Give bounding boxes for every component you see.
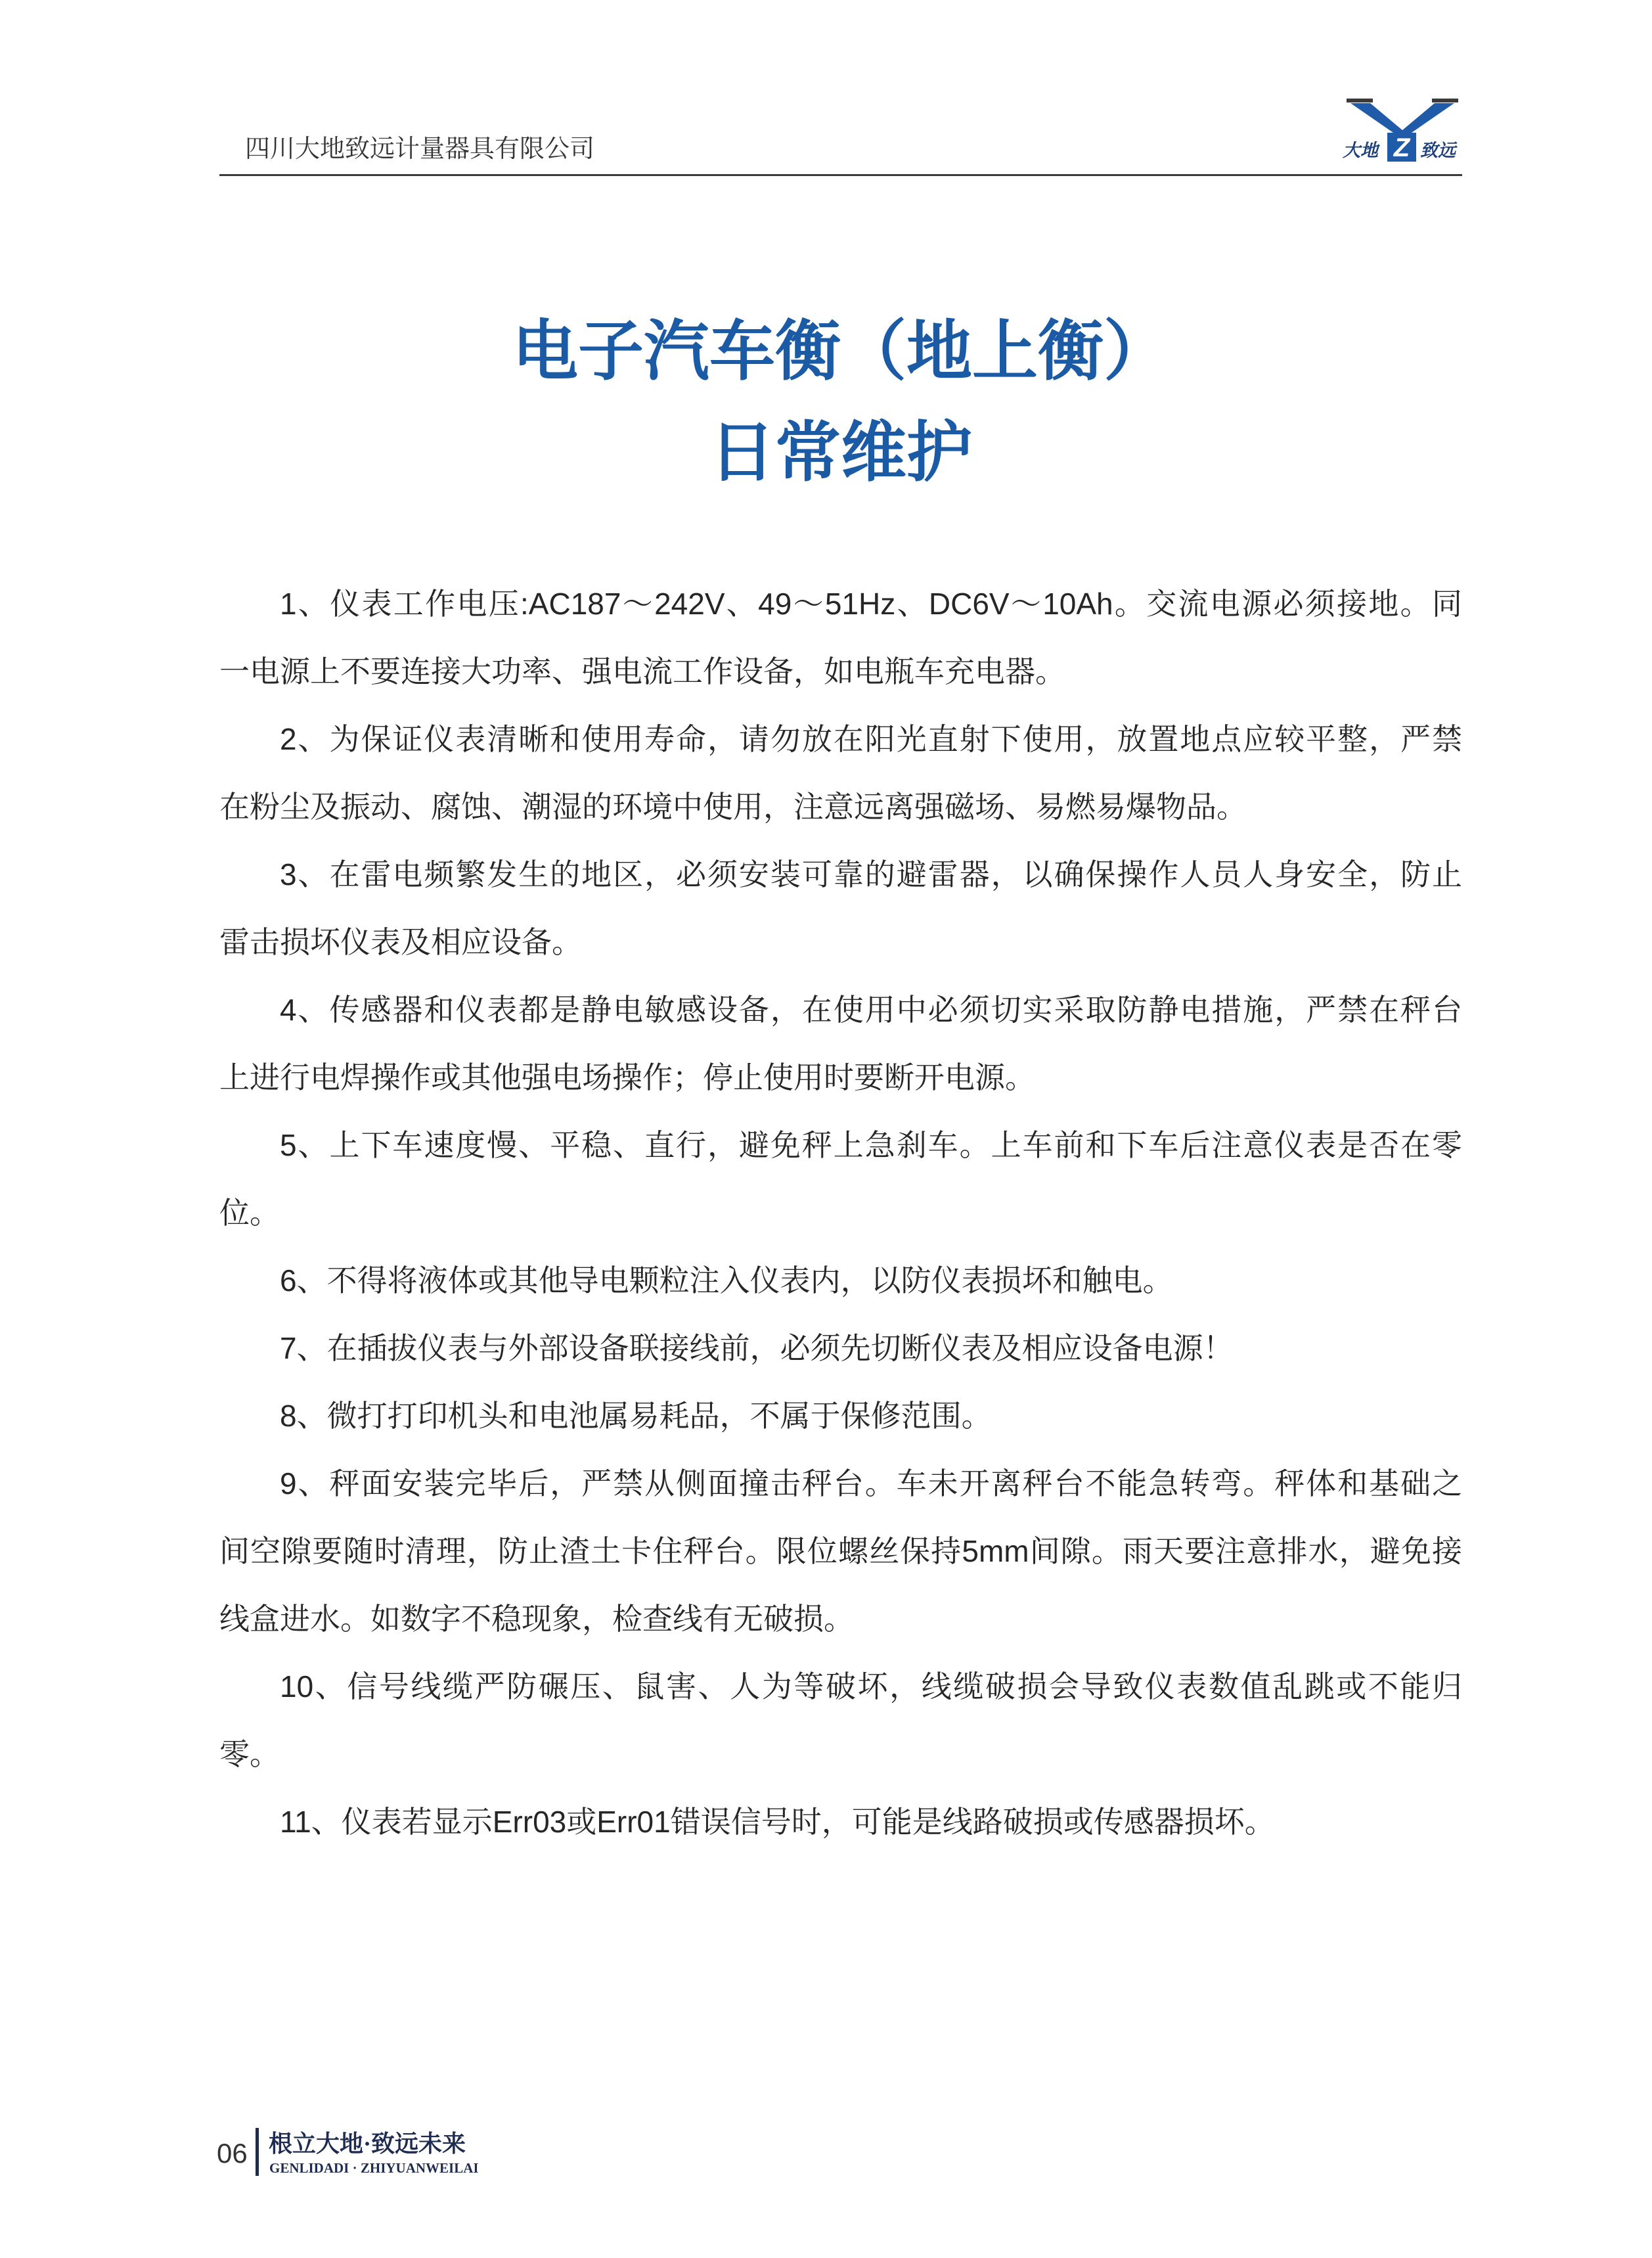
- paragraph-line: 在粉尘及振动、腐蚀、潮湿的环境中使用，注意远离强磁场、易燃易爆物品。: [219, 790, 1247, 824]
- document-title: [219, 301, 1462, 503]
- logo-mark-letter: Z: [1393, 133, 1410, 162]
- footer-slogan-pinyin: GENLIDADI · ZHIYUANWEILAI: [269, 2160, 479, 2176]
- paragraph-line: 10、信号线缆严防碾压、鼠害、人为等破坏，线缆破损会导致仪表数值乱跳或不能归: [280, 1669, 1462, 1704]
- title-line-1: 电子汽车衡（地上衡）: [512, 315, 1169, 388]
- footer-slogan: 根立大地·致远未来: [269, 2131, 466, 2157]
- maintenance-item-4: [219, 976, 1462, 1112]
- logo-left-arm: [1351, 103, 1407, 134]
- paragraph-line: 零。: [219, 1737, 280, 1771]
- paragraph-line: 4、传感器和仪表都是静电敏感设备，在使用中必须切实采取防静电措施，严禁在秤台: [280, 993, 1462, 1027]
- maintenance-item-1: [219, 570, 1462, 706]
- logo-right-text: 致远: [1420, 141, 1456, 160]
- company-name: 四川大地致远计量器具有限公司: [245, 135, 595, 163]
- paragraph-line: 9、秤面安装完毕后，严禁从侧面撞击秤台。车未开离秤台不能急转弯。秤体和基础之: [280, 1466, 1462, 1501]
- page-number: 06: [217, 2138, 248, 2169]
- paragraph-line: 11、仪表若显示Err03或Err01错误信号时，可能是线路破损或传感器损坏。: [280, 1805, 1275, 1839]
- company-logo: [1341, 99, 1463, 164]
- paragraph-line: 7、在插拔仪表与外部设备联接线前，必须先切断仪表及相应设备电源！: [280, 1331, 1234, 1365]
- maintenance-item-11: [219, 1788, 1462, 1856]
- paragraph-line: 雷击损坏仪表及相应设备。: [219, 925, 582, 959]
- paragraph-line: 线盒进水。如数字不稳现象，检查线有无破损。: [219, 1602, 854, 1636]
- header-divider: [219, 174, 1462, 176]
- logo-left-text: 大地: [1343, 141, 1378, 160]
- logo-emblem: [1341, 99, 1463, 164]
- maintenance-item-9: [219, 1450, 1462, 1653]
- logo-right-arm: [1398, 103, 1454, 134]
- logo-right-cap: [1432, 99, 1458, 102]
- paragraph-line: 上进行电焊操作或其他强电场操作；停止使用时要断开电源。: [219, 1060, 1035, 1095]
- paragraph-line: 2、为保证仪表清晰和使用寿命，请勿放在阳光直射下使用，放置地点应较平整，严禁: [280, 722, 1462, 756]
- title-line-2: 日常维护: [709, 416, 972, 489]
- paragraph-line: 1、仪表工作电压:AC187～242V、49～51Hz、DC6V～10Ah。交流电源必须接地。同: [280, 587, 1462, 621]
- paragraph-line: 5、上下车速度慢、平稳、直行，避免秤上急刹车。上车前和下车后注意仪表是否在零: [280, 1128, 1462, 1162]
- maintenance-item-2: [219, 706, 1462, 841]
- maintenance-item-3: [219, 841, 1462, 976]
- footer-divider-bar: [256, 2128, 259, 2176]
- paragraph-line: 一电源上不要连接大功率、强电流工作设备，如电瓶车充电器。: [219, 654, 1065, 689]
- maintenance-item-5: [219, 1112, 1462, 1247]
- paragraph-line: 位。: [219, 1196, 280, 1230]
- maintenance-item-8: [219, 1382, 1462, 1450]
- maintenance-item-6: [219, 1247, 1462, 1315]
- maintenance-list: [219, 570, 1462, 1856]
- maintenance-item-10: [219, 1653, 1462, 1788]
- logo-left-cap: [1347, 99, 1373, 102]
- paragraph-line: 8、微打打印机头和电池属易耗品，不属于保修范围。: [280, 1399, 992, 1433]
- paragraph-line: 6、不得将液体或其他导电颗粒注入仪表内，以防仪表损坏和触电。: [280, 1263, 1173, 1298]
- paragraph-line: 间空隙要随时清理，防止渣土卡住秤台。限位螺丝保持5mm间隙。雨天要注意排水，避免接: [219, 1534, 1462, 1568]
- maintenance-item-7: [219, 1315, 1462, 1382]
- paragraph-line: 3、在雷电频繁发生的地区，必须安装可靠的避雷器，以确保操作人员人身安全，防止: [280, 857, 1462, 892]
